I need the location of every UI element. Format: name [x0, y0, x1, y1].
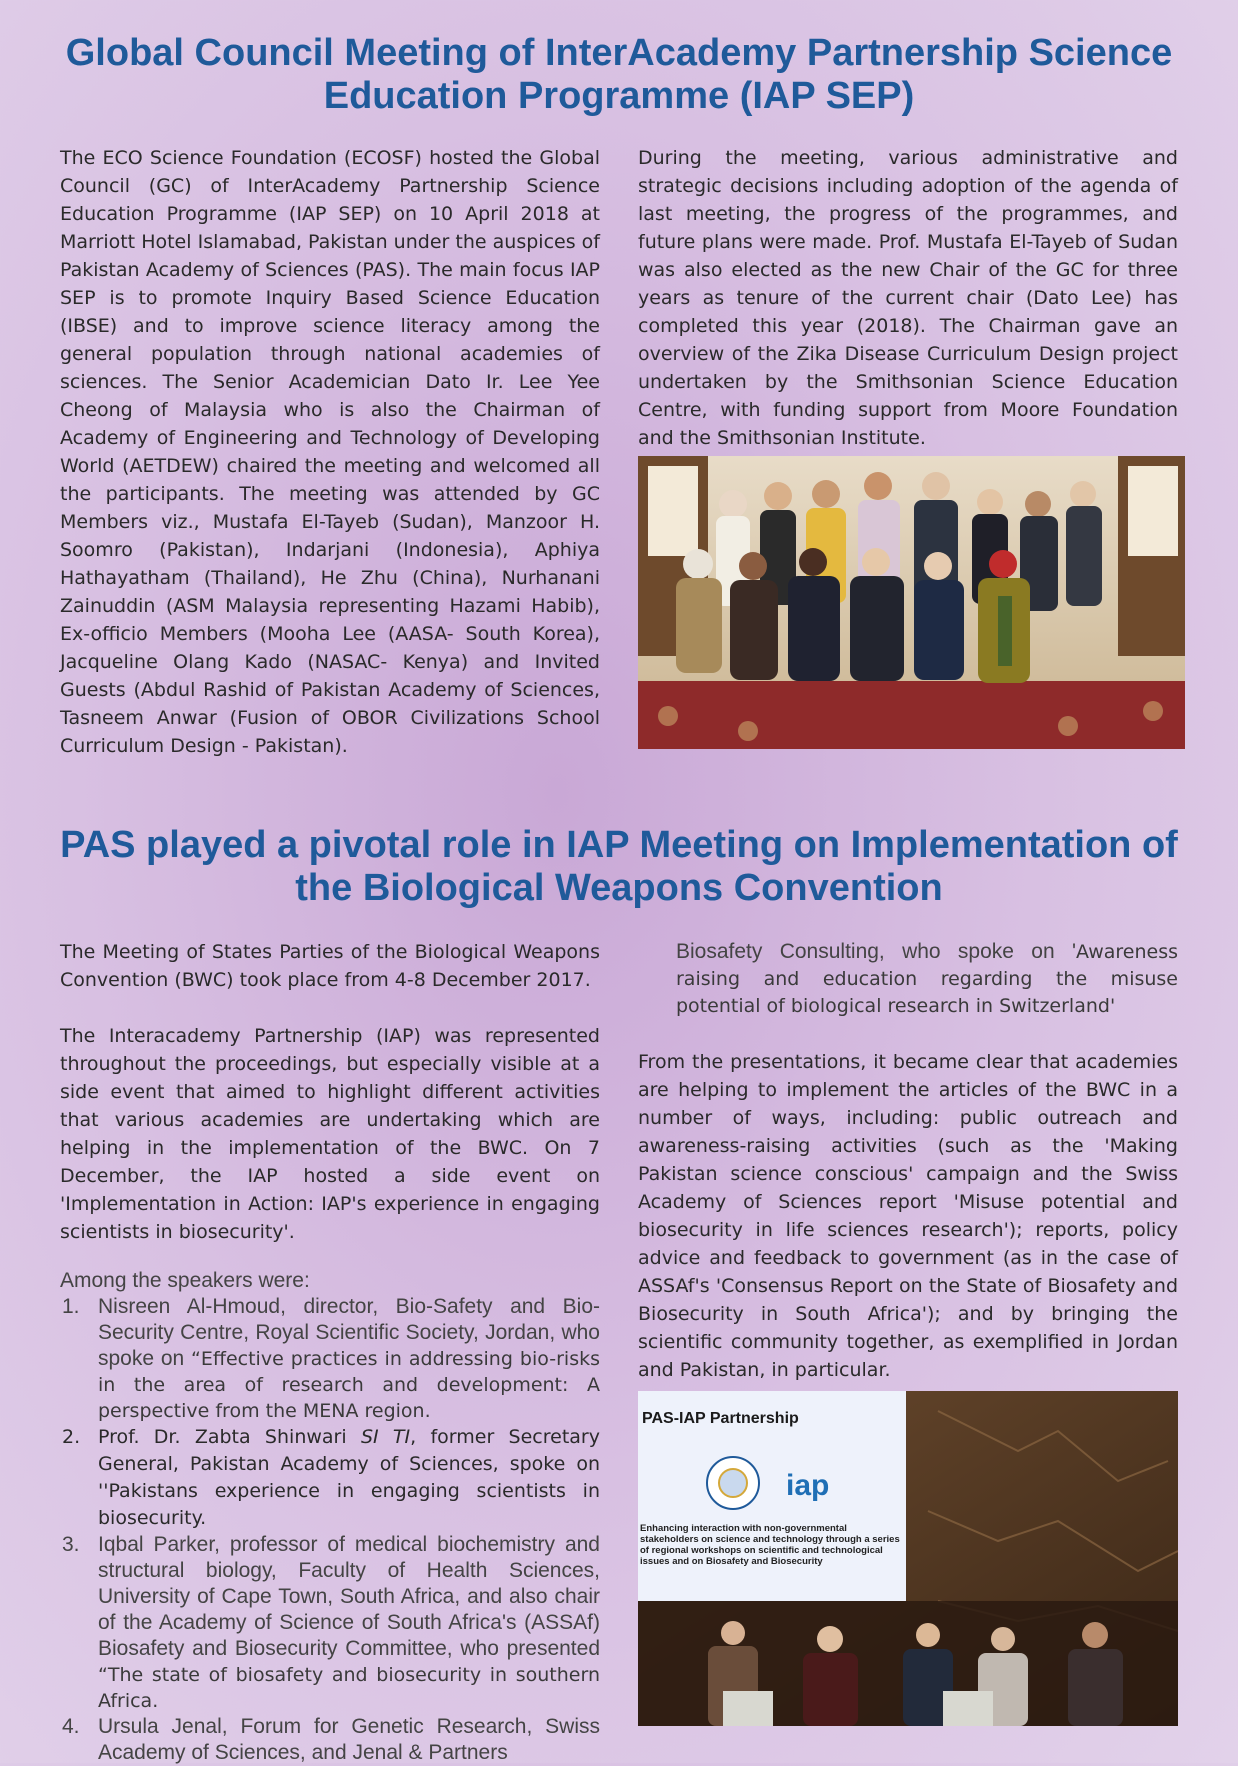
speaker-item	[60, 1532, 600, 1714]
section2-left-paragraph-1: The Meeting of States Parties of the Biological Weapons Convention (BWC) took place from 4-8 December 2017.	[60, 941, 600, 991]
speaker-text: Iqbal Parker, professor of medical biochemistry and structural biology, Faculty of Health Sciences, University of Cape Town, South Africa, and also chair of the Academy of Science of South Africa's (ASSAf) Biosafety and Biosecurity Committee, who presented	[98, 1533, 600, 1660]
section2-left-column	[60, 938, 600, 1766]
group-photo	[638, 456, 1185, 749]
speaker-text: Prof. Dr. Zabta Shinwari	[98, 1426, 361, 1448]
speakers-heading: Among the speakers were:	[60, 1269, 310, 1292]
speaker-continuation-text: Biosafety Consulting, who spoke on '	[676, 940, 1076, 963]
iap-logo-icon: iap	[786, 1469, 830, 1502]
speaker-number: 2.	[62, 1426, 81, 1448]
speaker-number: 3.	[62, 1533, 80, 1556]
section1-right-column	[638, 144, 1178, 452]
speaker-number: 1.	[62, 1295, 80, 1318]
section2-title: PAS played a pivotal role in IAP Meeting on Implementation of the Biological Weapons Convention	[60, 824, 1178, 909]
speaker-text: Nisreen Al-Hmoud, director, Bio-Safety and Bio-Security Centre, Royal Scientific Society, Jordan, who spoke on	[98, 1295, 600, 1370]
group-photo-image	[638, 456, 1185, 749]
section1-left-paragraph: The ECO Science Foundation (ECOSF) hosted the Global Council (GC) of InterAcademy Partnership Science Education Programme (IAP SEP) on 10 April 2018 at Marriott Hotel Islamabad, Pakistan under the auspices of Pakistan Academy of Sciences (PAS). The main focus IAP SEP is to promote Inquiry Based Science Education (IBSE) and to improve science literacy among the general population through national academies of sciences. The Senior Academician Dato Ir. Lee Yee Cheong of Malaysia who is also the Chairman of Academy of Engineering and Technology of Developing World (AETDEW) chaired the meeting and welcomed all the participants. The meeting was attended by GC Members viz., Mustafa El-Tayeb (Sudan), Manzoor H. Soomro (Pakistan), Indarjani (Indonesia), Aphiya Hathayatham (Thailand), He Zhu (China), Nurhanani Zainuddin (ASM Malaysia representing Hazami Habib), Ex-officio Members (Mooha Lee (AASA- South Korea), Jacqueline Olang Kado (NASAC- Kenya) and Invited Guests (Abdul Rashid of Pakistan Academy of Sciences, Tasneem Anwar (Fusion of OBOR Civilizations School Curriculum Design - Pakistan).	[60, 147, 600, 757]
speakers-list	[60, 1294, 600, 1766]
section1-right-paragraph: During the meeting, various administrative and strategic decisions including adoption of the agenda of last meeting, the progress of the programmes, and future plans were made. Prof. Mustafa El-Tayeb of Sudan was also elected as the new Chair of the GC for three years as tenure of the current chair (Dato Lee) has completed this year (2018). The Chairman gave an overview of the Zika Disease Curriculum Design project undertaken by the Smithsonian Science Education Centre, with funding support from Moore Foundation and the Smithsonian Institute.	[638, 147, 1178, 449]
meeting-photo-image	[638, 1391, 1178, 1726]
section2-right-paragraph: From the presentations, it became clear that academies are helping to implement the articles of the BWC in a number of ways, including: public outreach and awareness-raising activities (such as the 'Making Pakistan science conscious' campaign and the Swiss Academy of Sciences report 'Misuse potential and biosecurity in life sciences research'); reports, policy advice and feedback to government (as in the case of ASSAf's 'Consensus Report on the State of Biosafety and Biosecurity in South Africa'); and by bringing the scientific community together, as exemplified in Jordan and Pakistan, in particular.	[638, 1051, 1178, 1381]
meeting-photo	[638, 1391, 1178, 1726]
section2-right-column	[638, 938, 1178, 1384]
speaker-continuation	[638, 938, 1178, 1020]
slide-title: PAS-IAP Partnership	[642, 1410, 799, 1427]
speaker-text: Ursula Jenal, Forum for Genetic Research, Swiss Academy of Sciences, and Jenal & Partners	[98, 1715, 600, 1764]
section1-title: Global Council Meeting of InterAcademy Partnership Science Education Programme (IAP SEP)	[65, 32, 1173, 117]
speaker-quote: “Effective practices in addressing bio-risks in the area of research and development: A perspective from the MENA region.	[98, 1348, 600, 1422]
speaker-continuation-quote: Awareness raising and education regarding the misuse potential of biological research in Switzerland'	[676, 941, 1178, 1017]
section1-left-column	[60, 144, 600, 760]
speaker-number: 4.	[62, 1715, 80, 1738]
speaker-honors: SI TI	[360, 1426, 411, 1448]
slide-text: Enhancing interaction with non-governmental stakeholders on science and technology through a series of regional workshops on scientific and technological issues and on Biosafety and Biosecurity	[640, 1523, 900, 1567]
speaker-item	[60, 1714, 600, 1766]
section2-left-paragraph-2: The Interacademy Partnership (IAP) was represented throughout the proceedings, but especially visible at a side event that aimed to highlight different activities that various academies are undertaking which are helping in the implementation of the BWC. On 7 December, the IAP hosted a side event on 'Implementation in Action: IAP's experience in engaging scientists in biosecurity'.	[60, 1025, 600, 1243]
speaker-quote: “The state of biosafety and biosecurity in southern Africa.	[98, 1664, 600, 1712]
speaker-item	[60, 1294, 600, 1424]
speaker-item	[60, 1424, 600, 1532]
speaker-text-rest: , former Secretary General, Pakistan Academy of Sciences, spoke on ''Pakistans experience in engaging scientists in biosecurity.	[98, 1426, 600, 1529]
